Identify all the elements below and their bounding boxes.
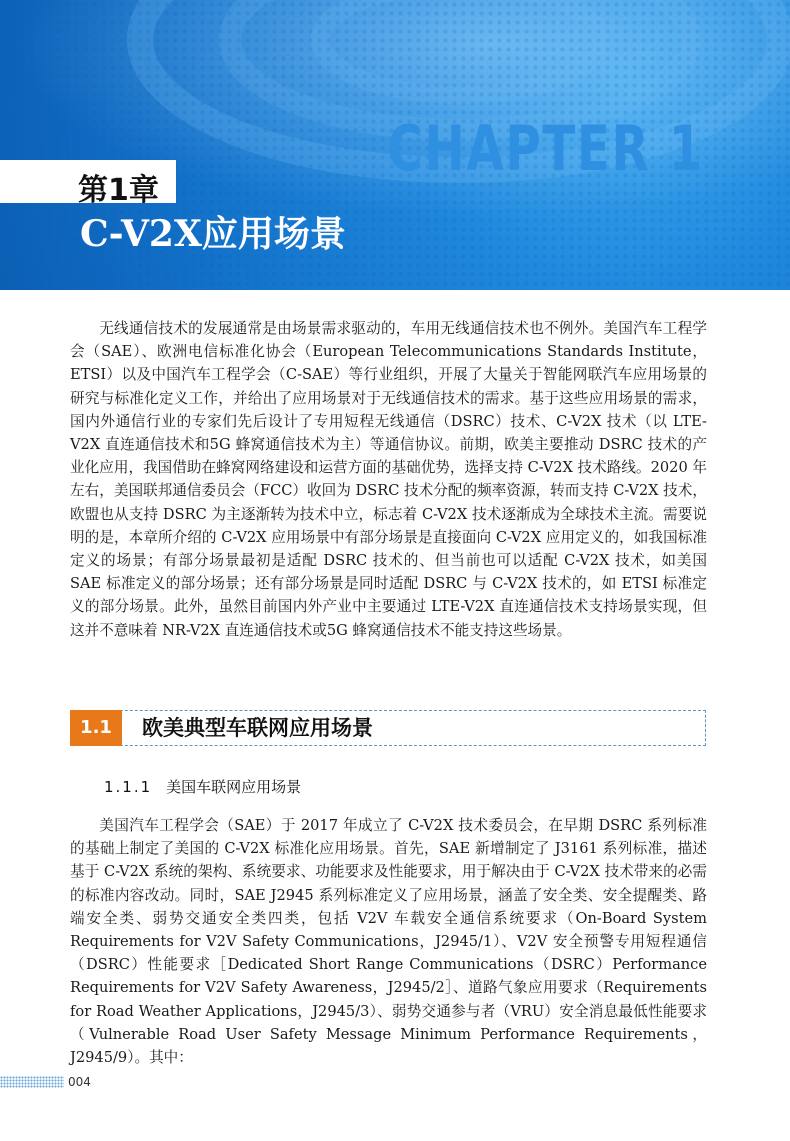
subsection-title: 美国车联网应用场景 xyxy=(166,778,302,796)
page-number: 004 xyxy=(68,1075,91,1089)
chapter-english-label: CHAPTER 1 xyxy=(387,112,704,185)
chapter-number: 第1章 xyxy=(78,173,159,208)
section-number: 1.1 xyxy=(70,710,122,746)
footer-dot-pattern xyxy=(0,1076,64,1088)
subsection-number: 1.1.1 xyxy=(104,778,153,796)
intro-paragraph: 无线通信技术的发展通常是由场景需求驱动的，车用无线通信技术也不例外。美国汽车工程学会（SAE）、欧洲电信标准化协会（European Telecommunications Standards Institute，ETSI）以及中国汽车工程学会（C-SAE）等行业组织，开展了大量关于智能网联汽车应用场景的研究与标准化定义工作，并给出了应用场景对于无线通信技术的需求。基于这些应用场景的需求，国内外通信行业的专家们先后设计了专用短程无线通信（DSRC）技术、C-V2X 技术（以 LTE-V2X 直连通信技术和5G 蜂窝通信技术为主）等通信协议。前期，欧美主要推动 DSRC 技术的产业化应用，我国借助在蜂窝网络建设和运营方面的基础优势，选择支持 C-V2X 技术路线。2020 年左右，美国联邦通信委员会（FCC）收回为 DSRC 技术分配的频率资源，转而支持 C-V2X 技术，欧盟也从支持 DSRC 为主逐渐转为技术中立，标志着 C-V2X 技术逐渐成为全球技术主流。需要说明的是，本章所介绍的 C-V2X 应用场景中有部分场景是直接面向 C-V2X 应用定义的，如我国标准定义的场景；有部分场景最初是适配 DSRC 技术的、但当前也可以适配 C-V2X 技术，如美国 SAE 标准定义的部分场景；还有部分场景是同时适配 DSRC 与 C-V2X 技术的，如 ETSI 标准定义的部分场景。此外，虽然目前国内外产业中主要通过 LTE-V2X 直连通信技术支持场景实现，但这并不意味着 NR-V2X 直连通信技术或5G 蜂窝通信技术不能支持这些场景。 xyxy=(70,320,707,639)
body-paragraph: 美国汽车工程学会（SAE）于 2017 年成立了 C-V2X 技术委员会，在早期 DSRC 系列标准的基础上制定了美国的 C-V2X 标准化应用场景。首先，SAE 新增制定了 J3161 系列标准，描述基于 C-V2X 系统的架构、系统要求、功能要求及性能要求，用于解决由于 C-V2X 技术带来的必需的标准内容改动。同时，SAE J2945 系列标准定义了应用场景，涵盖了安全类、安全提醒类、路端安全类、弱势交通安全类四类，包括 V2V 车载安全通信系统要求（On-Board System Requirements for V2V Safety Communications，J2945/1）、V2V 安全预警专用短程通信（DSRC）性能要求［Dedicated Short Range Communications（DSRC）Performance Requirements for V2V Safety Awareness，J2945/2］、道路气象应用要求（Requirements for Road Weather Applications，J2945/3）、弱势交通参与者（VRU）安全消息最低性能要求（Vulnerable Road User Safety Message Minimum Performance Requirements，J2945/9）。其中： xyxy=(70,817,707,1067)
subsection-heading xyxy=(104,775,301,799)
chapter-title: C-V2X应用场景 xyxy=(80,213,346,255)
section-title: 欧美典型车联网应用场景 xyxy=(142,716,373,740)
